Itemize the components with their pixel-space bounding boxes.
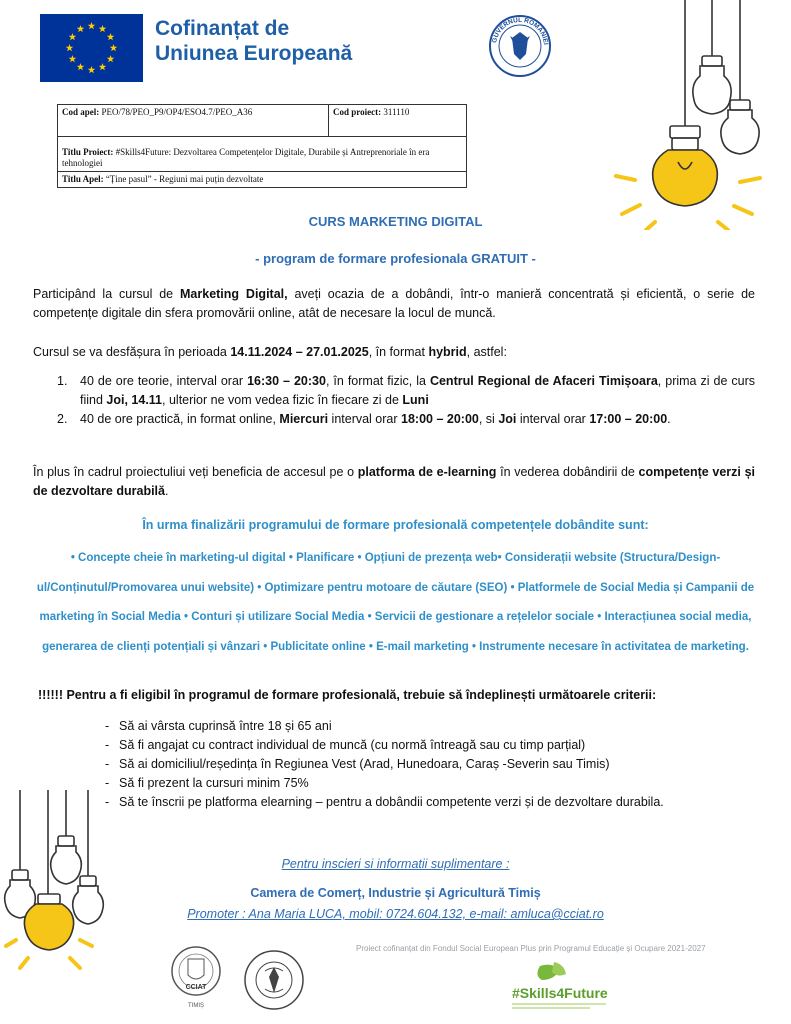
schedule-text: 40 de ore practică, in format online, [80,412,280,426]
period-format: hybrid [428,345,467,359]
gov-seal-logo [488,14,552,78]
intro-paragraph [33,285,755,323]
schedule-text: interval orar [328,412,402,426]
chamber-name: Camera de Comerț, Industrie și Agricultură Timiș [250,886,541,900]
list-item: - Să fi prezent la cursuri minim 75% [105,774,727,793]
period-paragraph [33,343,755,362]
list-item [33,372,755,410]
eu-star-icon [99,63,107,70]
period-text-1: Cursul se va desfășura în perioada [33,345,231,359]
eu-star-icon [107,33,115,40]
competences-list: • Concepte cheie în marketing-ul digital • Planificare • Opțiuni de prezența web• Considerații website (Structura/Design-ul/Conținutul/Promovarea unui website) • Optimizare pentru motoare de căutare (SEO) • Platformele de Social Media și Campanii de marketing în Social Media • Conturi și utilizare Social Media • Servicii de gestionare a rețelelor sociale • Interacțiunea social media, generarea de clienți potențiali și vânzari • Publicitate online • E-mail marketing • Instrumente necesare în activitatea de marketing. [36,552,755,653]
schedule-bold: 18:00 – 20:00 [401,412,479,426]
titlu-apel-cell [58,172,467,188]
intro-bold-1: Marketing Digital, [180,287,288,301]
cciat-logo [168,945,224,1017]
eu-star-icon [107,55,115,62]
intro-text-2: aveți ocazia de a dobândi, într-o manieră concentrată și eficientă, o serie de competențe digitale din sfera promovării online, atât de necesare la locul de muncă. [33,287,755,320]
schedule-list [33,372,755,429]
elearning-text-2: în vederea dobândirii de [496,465,639,479]
eu-title-line2: Uniunea Europeană [155,42,353,65]
intro-text-1: Participând la cursul de [33,287,181,301]
schedule-text: , si [478,412,499,426]
cod-apel-cell [58,105,329,137]
schedule-bold: Miercuri [279,412,329,426]
eligibility-heading: !!!!!! Pentru a fi eligibil în programul de formare profesională, trebuie să îndeplinești următoarele criterii: [38,688,657,702]
period-dates: 14.11.2024 – 27.01.2025 [230,345,369,359]
titlu-apel-value: “Ține pasul” - Regiuni mai puțin dezvoltate [103,174,264,184]
titlu-proiect-label: Titlu Proiect: [62,147,114,157]
eu-title [155,16,352,66]
cciat-logo-sub: TIMIȘ [188,1003,204,1009]
elearning-bold-2: competențe verzi și de dezvoltare durabilă [33,465,755,498]
eu-star-icon [88,66,96,73]
enroll-info-link[interactable]: Pentru inscieri si informatii suplimentare : [281,857,510,871]
skills4future-text: #Skills4Future [512,985,608,1001]
cod-proiect-label: Cod proiect: [333,107,382,117]
eu-flag-logo [40,14,143,82]
list-item: - Să te înscrii pe platforma elearning – pentru a dobândii competente verzi și de dezvoltare durabila. [105,793,727,812]
eu-star-icon [77,25,85,32]
elearning-paragraph [33,463,755,501]
titlu-proiect-value: #Skills4Future: Dezvoltarea Competențelor Digitale, Durabile și Antreprenoriale în era tehnologiei [62,147,430,168]
schedule-bold: 16:30 – 20:30 [247,374,326,388]
cod-proiect-value: 311110 [381,107,410,117]
schedule-text: , ulterior ne vom vedea fizic în fiecare zi de [162,393,403,407]
criteria-list [105,717,727,812]
project-info-table [57,104,467,188]
eu-title-line1: Cofinanțat de [155,17,290,40]
chamber-seal-logo [243,947,305,1013]
period-text-2: , în format [368,345,429,359]
schedule-bold: Joi, 14.11 [106,393,163,407]
eu-star-icon [66,44,74,51]
promoter-contact-link[interactable]: Promoter : Ana Maria LUCA, mobil: 0724.604.132, e-mail: amluca@cciat.ro [187,907,604,921]
schedule-bold: Centrul Regional de Afaceri Timișoara [429,374,658,388]
schedule-text: 40 de ore teorie, interval orar [80,374,248,388]
cod-apel-value: PEO/78/PEO_P9/OP4/ESO4.7/PEO_A36 [99,107,253,117]
elearning-text-1: În plus în cadrul proiectuliui veți beneficia de accesul pe o [33,465,358,479]
schedule-bold: Joi [498,412,517,426]
course-subtitle: - program de formare profesionala GRATUIT - [255,251,536,266]
competences-heading: În urma finalizării programului de formare profesională competențele dobândite sunt: [142,518,649,532]
schedule-text: . [667,412,671,426]
list-item: - Să ai vârsta cuprinsă între 18 și 65 ani [105,717,727,736]
cofinanced-note: Proiect cofinanțat din Fondul Social European Plus prin Programul Educație și Ocupare 2021-2027 [356,944,706,953]
list-item [33,410,755,429]
schedule-text: interval orar [516,412,590,426]
list-item: - Să fi angajat cu contract individual de muncă (cu normă întreagă sau cu timp parțial) [105,736,727,755]
eu-star-icon [99,25,107,32]
eu-stars-icon [40,14,143,82]
course-title: CURS MARKETING DIGITAL [308,214,483,229]
schedule-text: , în format fizic, la [325,374,430,388]
skills4future-logo [510,960,620,1016]
schedule-bold: 17:00 – 20:00 [589,412,668,426]
list-number: 1. [57,374,68,388]
titlu-apel-label: Titlu Apel: [62,174,104,184]
cod-apel-label: Cod apel: [62,107,100,117]
cciat-logo-text: CCIAT [185,984,207,991]
cod-proiect-cell [329,105,467,137]
gov-seal-text: GUVERNUL ROMÂNIEI [491,16,549,46]
titlu-proiect-cell [58,137,467,172]
list-number: 2. [57,412,68,426]
hanging-lightbulbs-illustration [600,0,791,230]
eu-star-icon [77,63,85,70]
elearning-bold-1: platforma de e-learning [357,465,497,479]
list-item: - Să ai domiciliul/reședința în Regiunea Vest (Arad, Hunedoara, Caraș -Severin sau Timis) [105,755,727,774]
eu-star-icon [69,33,77,40]
schedule-text: , prima zi de curs fiind [80,374,756,407]
eu-star-icon [88,22,96,29]
schedule-bold: Luni [402,393,429,407]
period-text-3: , astfel: [466,345,507,359]
eu-star-icon [69,55,77,62]
bottom-lightbulbs-illustration [0,790,115,990]
elearning-text-3: . [164,484,169,498]
eu-star-icon [110,44,118,51]
